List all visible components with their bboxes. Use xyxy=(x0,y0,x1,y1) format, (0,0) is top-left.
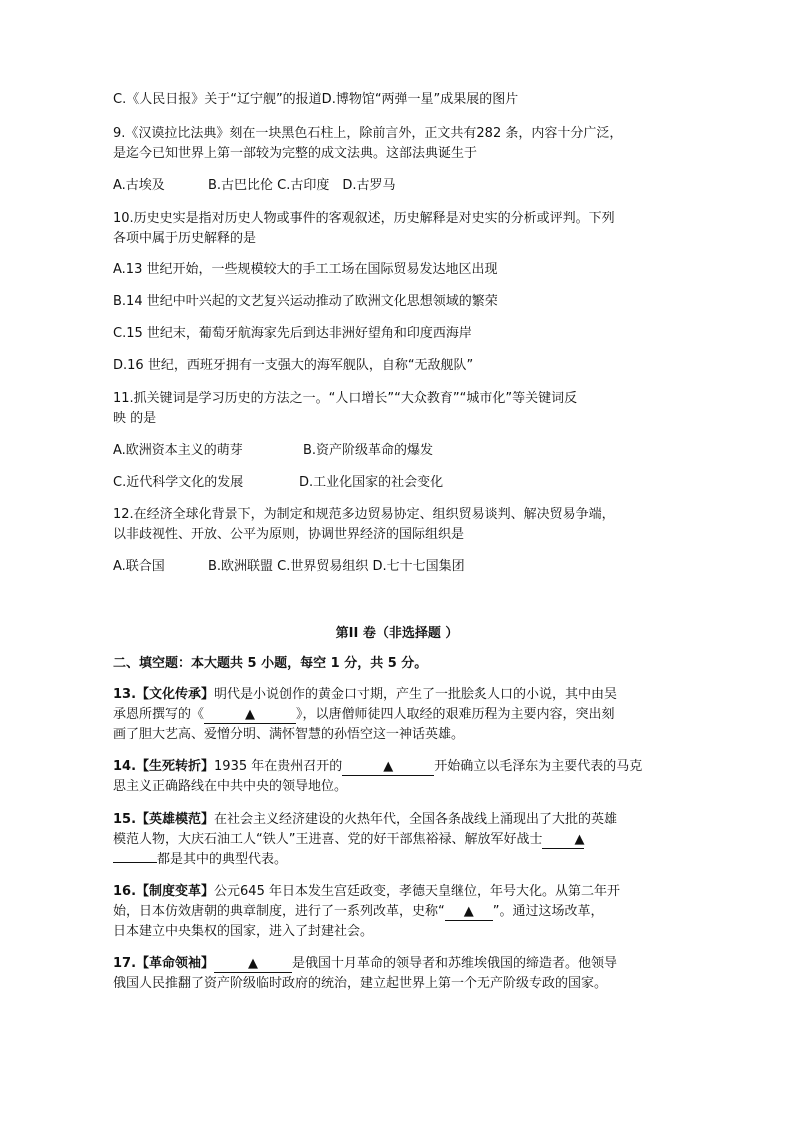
q10-option-d: D.16 世纪，西班牙拥有一支强大的海军舰队，自称“无敌舰队” xyxy=(113,358,474,373)
q15-tag: 15.【英雄模范】 xyxy=(113,812,215,827)
q14-line2: 思主义正确路线在中共中央的领导地位。 xyxy=(113,779,348,794)
q16-tag: 16.【制度变革】 xyxy=(113,884,215,899)
q11-option-d: D.工业化国家的社会变化 xyxy=(299,475,444,490)
q12-stem-line2: 以非歧视性、开放、公平为原则，协调世界经济的国际组织是 xyxy=(113,527,465,542)
q14-blank-mark: ▲ xyxy=(383,759,394,774)
q13-line3: 画了胆大艺高、爱憎分明、满怀智慧的孙悟空这一神话英雄。 xyxy=(113,727,465,742)
q14-answer-blank[interactable] xyxy=(342,759,434,776)
q9-option-a: A.古埃及 xyxy=(113,178,165,193)
q16-line2 xyxy=(113,902,604,922)
q15-line1 xyxy=(113,810,617,830)
q11-option-a: A.欧洲资本主义的萌芽 xyxy=(113,443,243,458)
q9-stem-line2: 是迄今已知世界上第一部较为完整的成文法典。这部法典诞生于 xyxy=(113,146,478,161)
q13-tag: 13.【文化传承】 xyxy=(113,687,215,702)
q17-answer-blank[interactable] xyxy=(214,956,292,973)
q16-text1: 公元645 年日本发生宫廷政变，孝德天皇继位，年号大化。从第二年开 xyxy=(214,884,620,899)
q10-option-c: C.15 世纪末，葡萄牙航海家先后到达非洲好望角和印度西海岸 xyxy=(113,326,472,341)
q12-options-bcd: B.欧洲联盟 C.世界贸易组织 D.七十七国集团 xyxy=(208,559,465,574)
q14-text1a: 1935 年在贵州召开的 xyxy=(214,759,343,774)
q17-line2: 俄国人民推翻了资产阶级临时政府的统治，建立起世界上第一个无产阶级专政的国家。 xyxy=(113,976,608,991)
q10-stem-line1: 10.历史史实是指对历史人物或事件的客观叙述，历史解释是对史实的分析或评判。下列 xyxy=(113,211,615,226)
q10-stem-line2: 各项中属于历史解释的是 xyxy=(113,231,257,246)
q11-option-b: B.资产阶级革命的爆发 xyxy=(303,443,434,458)
q17-text1b: 是俄国十月革命的领导者和苏维埃俄国的缔造者。他领导 xyxy=(292,956,618,971)
q13-text2a: 承恩所撰写的《 xyxy=(113,707,205,722)
q10-option-a: A.13 世纪开始，一些规模较大的手工工场在国际贸易发达地区出现 xyxy=(113,262,498,277)
q16-answer-blank[interactable] xyxy=(445,904,493,921)
q14-line1 xyxy=(113,757,642,777)
q11-option-c: C.近代科学文化的发展 xyxy=(113,475,244,490)
q15-text1: 在社会主义经济建设的火热年代，全国各条战线上涌现出了大批的英雄 xyxy=(214,812,618,827)
q14-text1b: 开始确立以毛泽东为主要代表的马克 xyxy=(434,759,643,774)
q17-tag: 17.【革命领袖】 xyxy=(113,956,215,971)
part2-title: 第II 卷（非选择题 ） xyxy=(335,626,459,641)
q8-options-cd: C.《人民日报》关于“辽宁舰”的报道D.博物馆“两弹一星”成果展的图片 xyxy=(113,92,519,107)
q9-stem-line1: 9.《汉谟拉比法典》刻在一块黑色石柱上，除前言外，正文共有282 条，内容十分广泛， xyxy=(113,126,623,141)
q11-stem-line1: 11.抓关键词是学习历史的方法之一。“人口增长”“大众教育”“城市化”等关键词反 xyxy=(113,391,578,406)
q12-stem-line1: 12.在经济全球化背景下，为制定和规范多边贸易协定、组织贸易谈判、解决贸易争端， xyxy=(113,507,615,522)
q13-text1: 明代是小说创作的黄金口寸期，产生了一批脍炙人口的小说，其中由吴 xyxy=(214,687,618,702)
q16-text2a: 始，日本仿效唐朝的典章制度，进行了一系列改革，史称“ xyxy=(113,904,445,919)
q16-line3: 日本建立中央集权的国家，进入了封建社会。 xyxy=(113,924,374,939)
q15-answer-blank-start[interactable] xyxy=(542,832,584,849)
q13-line1 xyxy=(113,685,617,705)
q14-tag: 14.【生死转折】 xyxy=(113,759,215,774)
q13-blank-mark: ▲ xyxy=(245,707,256,722)
q15-text3: 都是其中的典型代表。 xyxy=(157,852,288,867)
q16-blank-mark: ▲ xyxy=(463,904,474,919)
q15-blank-mark: ▲ xyxy=(574,832,585,847)
q16-text2b: ”。通过这场改革， xyxy=(492,904,604,919)
q9-options-bcd: B.古巴比伦 C.古印度 D.古罗马 xyxy=(208,178,396,193)
q16-line1 xyxy=(113,882,620,902)
q15-line2 xyxy=(113,830,584,850)
q11-stem-line2: 映 的是 xyxy=(113,411,157,426)
q17-line1 xyxy=(113,954,617,974)
q15-line3 xyxy=(113,850,287,870)
q13-answer-blank[interactable] xyxy=(204,707,296,724)
q13-line2 xyxy=(113,705,615,725)
q15-answer-blank-end[interactable] xyxy=(113,862,157,863)
q13-text2b: 》，以唐僧师徒四人取经的艰难历程为主要内容，突出刻 xyxy=(296,707,615,722)
q10-option-b: B.14 世纪中叶兴起的文艺复兴运动推动了欧洲文化思想领域的繁荣 xyxy=(113,294,498,309)
q12-option-a: A.联合国 xyxy=(113,559,165,574)
q17-blank-mark: ▲ xyxy=(248,956,259,971)
part2-heading: 二、填空题：本大题共 5 小题，每空 1 分，共 5 分。 xyxy=(113,656,428,671)
q15-text2a: 模范人物，大庆石油工人“铁人”王进喜、党的好干部焦裕禄、解放军好战士 xyxy=(113,832,543,847)
